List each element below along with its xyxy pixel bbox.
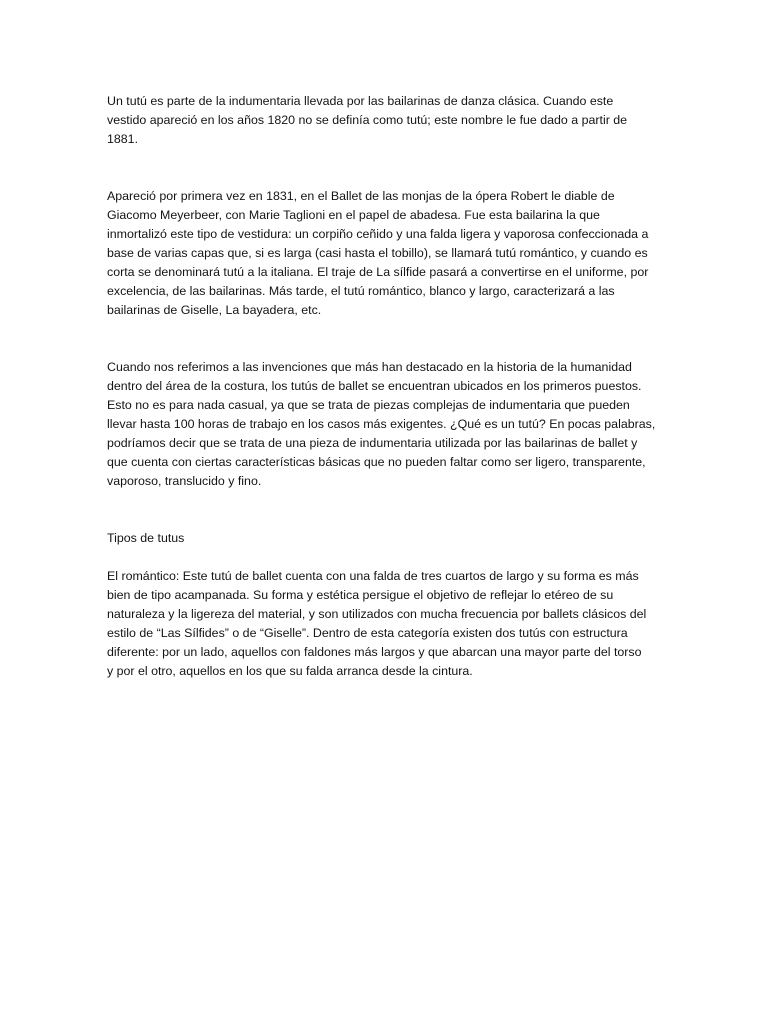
paragraph-history: Apareció por primera vez en 1831, en el Ballet de las monjas de la ópera Robert le diable de Giacomo Meyerbeer, con Marie Taglioni en el papel de abadesa. Fue esta bailarina la que inmortalizó este tipo de vestidura: un corpiño ceñido y una falda ligera y vaporosa confeccionada a base de varias capas que, si es larga (casi hasta el tobillo), se llamará tutú romántico, y cuando es corta se denominará tutú a la italiana. El traje de La sílfide pasará a convertirse en el uniforme, por excelencia, de las bailarinas. Más tarde, el tutú romántico, blanco y largo, caracterizará a las bailarinas de Giselle, La bayadera, etc. <box>107 189 649 317</box>
document-body <box>107 92 663 681</box>
paragraph-inventions: Cuando nos referimos a las invenciones que más han destacado en la historia de la humanidad dentro del área de la costura, los tutús de ballet se encuentran ubicados en los primeros puestos. Esto no es para nada casual, ya que se trata de piezas complejas de indumentaria que pueden llevar hasta 100 horas de trabajo en los casos más exigentes. ¿Qué es un tutú? En pocas palabras, podríamos decir que se trata de una pieza de indumentaria utilizada por las bailarinas de ballet y que cuenta con ciertas características básicas que no pueden faltar como ser ligero, transparente, vaporoso, translucido y fino. <box>107 360 656 488</box>
paragraph-romantic-tutu: El romántico: Este tutú de ballet cuenta con una falda de tres cuartos de largo y su forma es más bien de tipo acampanada. Su forma y estética persigue el objetivo de reflejar lo etéreo de su naturaleza y la ligereza del material, y son utilizados con mucha frecuencia por ballets clásicos del estilo de “Las Sílfides” o de “Giselle”. Dentro de esta categoría existen dos tutús con estructura diferente: por un lado, aquellos con faldones más largos y que abarcan una mayor parte del torso y por el otro, aquellos en los que su falda arranca desde la cintura. <box>107 569 647 678</box>
paragraph-intro: Un tutú es parte de la indumentaria llevada por las bailarinas de danza clásica. Cuando este vestido apareció en los años 1820 no se definía como tutú; este nombre le fue dado a partir de 1881. <box>107 94 628 146</box>
section-heading: Tipos de tutus <box>107 531 185 545</box>
